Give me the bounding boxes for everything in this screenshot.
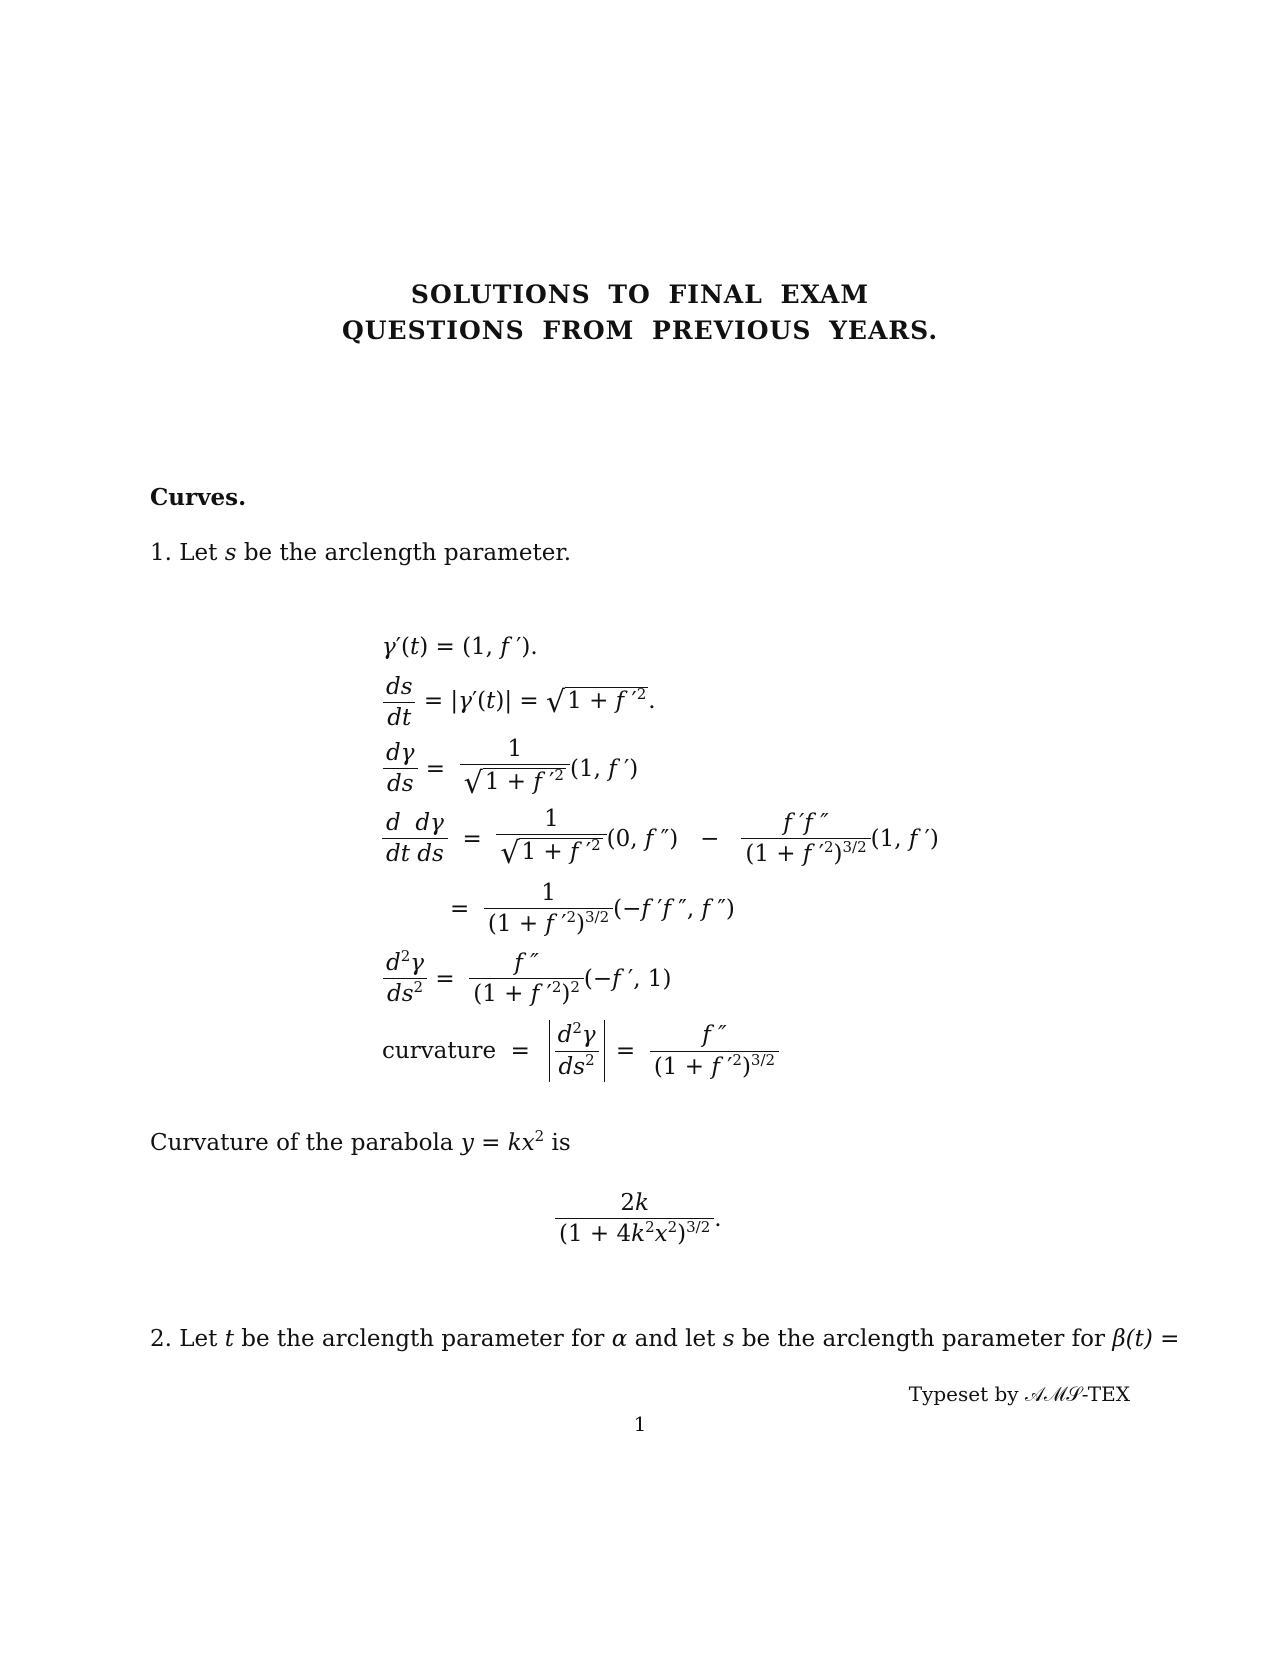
problem-1-intro <box>150 540 571 566</box>
parabola-suffix: is <box>544 1130 571 1156</box>
problem-2-prefix: 2. Let <box>150 1326 225 1352</box>
curvature-label: curvature <box>382 1038 497 1064</box>
problem-2-alpha: α <box>611 1326 628 1352</box>
problem-1-intro-var: s <box>224 540 237 566</box>
equation-curvature: curvature = $\frac{d^2\gamma}{ds^2}$ = $\frac{f ''}{(1 + f '^2)^{3/2}}$ <box>382 1020 779 1082</box>
typeset-credit: Typeset by 𝒜ℳ𝒮-TEX <box>908 1382 1130 1406</box>
equation-second-derivative-expanded: $\frac{\text{d dγ}}{\text{dt ds}}$ = $\frac{1}{√1 + f '^2}$ (0, f ″) − $\frac{f 'f ''}{(1 + f '^2)^{3/2}}$ (1, f ′) <box>382 806 939 872</box>
problem-2-var-t: t <box>224 1326 234 1352</box>
equation-dgamma-ds: $\frac{d\gamma}{ds}$ = $\frac{1}{√1 + f '^2}$ (1, f ′) <box>382 736 638 802</box>
problem-2-intro <box>150 1326 1179 1352</box>
problem-1-intro-suffix: be the arclength parameter. <box>236 540 572 566</box>
page-number: 1 <box>633 1412 647 1436</box>
problem-2-mid-1: be the arclength parameter for <box>233 1326 612 1352</box>
problem-2-mid-2: and let <box>627 1326 723 1352</box>
parabola-sentence: Curvature of the parabola $y = kx^2$ is <box>150 1127 571 1156</box>
title-line-1: SOLUTIONS TO FINAL EXAM <box>410 280 870 309</box>
section-heading: Curves. <box>150 484 247 511</box>
parabola-prefix: Curvature of the parabola <box>150 1130 461 1156</box>
parabola-equation: y = kx <box>460 1130 535 1156</box>
equation-parabola-curvature: $\frac{2k}{(1 + 4k^2x^2)^{3/2}}$ . <box>555 1190 722 1248</box>
equation-d2gamma-ds2: $\frac{d^2\gamma}{ds^2}$ = $\frac{f ''}{(1 + f '^2)^2}$ (−f ′, 1) <box>382 950 671 1008</box>
equation-ds-dt: $\frac{ds}{dt}$ = |γ′(t)| = √1 + f $'^2$. <box>382 674 656 732</box>
equation-second-derivative-simplified: = $\frac{1}{(1 + f '^2)^{3/2}}$ (−f ′f ″, f ″) <box>450 880 735 938</box>
problem-2-beta: β(t) = <box>1112 1326 1180 1352</box>
problem-2-mid-3: be the arclength parameter for <box>734 1326 1113 1352</box>
problem-1-intro-prefix: 1. Let <box>150 540 225 566</box>
problem-2-var-s: s <box>722 1326 735 1352</box>
title-line-2: QUESTIONS FROM PREVIOUS YEARS. <box>341 316 939 345</box>
equation-gamma-prime: γ′(t) = (1, f ′). <box>382 634 538 660</box>
